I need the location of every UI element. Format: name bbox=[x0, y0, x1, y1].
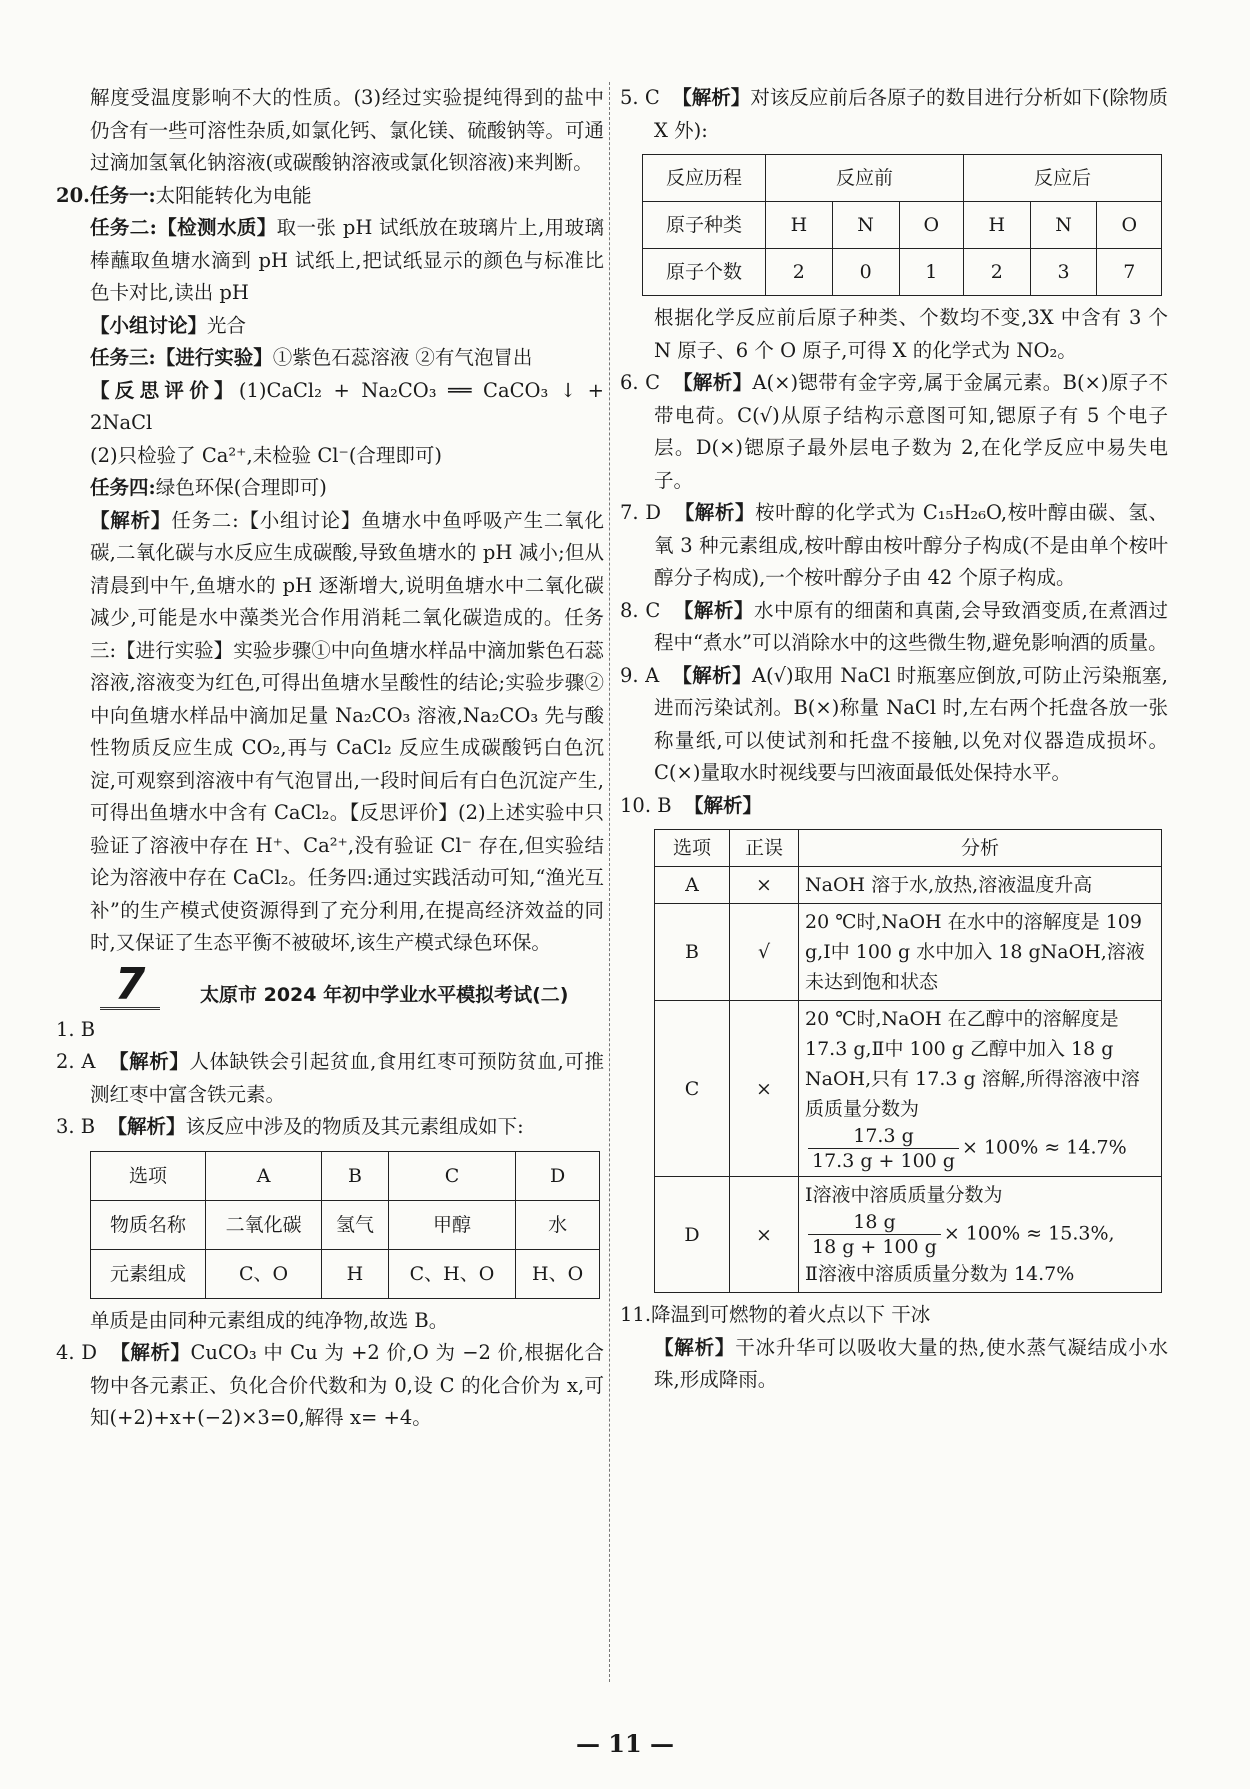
left-column bbox=[56, 82, 604, 1435]
q7-block bbox=[620, 497, 1168, 595]
q3-analysis-label: 【解析】 bbox=[107, 1115, 186, 1138]
fraction-numerator: 17.3 g bbox=[808, 1124, 959, 1149]
table-cell: × bbox=[730, 1177, 799, 1293]
q11-block bbox=[620, 1299, 1168, 1332]
table-row bbox=[91, 1151, 600, 1200]
q11-answer: 降温到可燃物的着火点以下 干冰 bbox=[651, 1303, 931, 1326]
table-cell: 0 bbox=[832, 249, 899, 296]
q3-head: 3. B bbox=[56, 1115, 96, 1138]
q8-analysis-label: 【解析】 bbox=[673, 598, 754, 622]
page-number: — 11 — bbox=[575, 1729, 675, 1758]
table-cell: 20 ℃时,NaOH 在水中的溶解度是 109 g,Ⅰ中 100 g 水中加入 18 gNaOH,溶液未达到饱和状态 bbox=[799, 904, 1162, 1001]
table-cell: C bbox=[388, 1151, 515, 1200]
table-cell: 物质名称 bbox=[91, 1200, 206, 1249]
q4-analysis-text: CuCO₃ 中 Cu 为 +2 价,O 为 −2 价,根据化合物中各元素正、负化合价代数和为 0,设 C 的化合价为 x,可知(+2)+x+(−2)×3=0,解得 x= +4。 bbox=[90, 1341, 604, 1429]
fraction-denominator: 17.3 g + 100 g bbox=[812, 1150, 955, 1172]
table-cell: 分析 bbox=[799, 830, 1162, 867]
right-column bbox=[620, 82, 1168, 1397]
table-cell: 选项 bbox=[91, 1151, 206, 1200]
table-cell: 二氧化碳 bbox=[206, 1200, 322, 1249]
q9-analysis-text: A(√)取用 NaCl 时瓶塞应倒放,可防止污染瓶塞,进而污染试剂。B(×)称量 NaCl 时,左右两个托盘各放一张称量纸,可以使试剂和托盘不接触,以免对仪器造成损坏。C(×)量取水时视线要与凹液面最低处保持水平。 bbox=[654, 663, 1168, 784]
q6-analysis-label: 【解析】 bbox=[673, 371, 753, 394]
table-cell: H bbox=[322, 1249, 389, 1298]
table-row bbox=[655, 1177, 1162, 1293]
q9-block bbox=[620, 660, 1168, 790]
q20-reflection-2: (2)只检验了 Ca²⁺,未检验 Cl⁻(合理即可) bbox=[90, 443, 443, 467]
table-cell: C、H、O bbox=[388, 1249, 515, 1298]
q2-analysis-label: 【解析】 bbox=[109, 1050, 190, 1073]
q20-task3-text: ①紫色石蕊溶液 ②有气泡冒出 bbox=[272, 346, 533, 369]
fraction bbox=[808, 1124, 959, 1173]
table-cell: 反应历程 bbox=[643, 155, 766, 202]
section-number: 7 bbox=[100, 963, 160, 1010]
q8-analysis-text: 水中原有的细菌和真菌,会导致酒变质,在煮酒过程中“煮水”可以消除水中的这些微生物,避免影响酒的质量。 bbox=[654, 598, 1168, 654]
table-cell: C、O bbox=[206, 1249, 322, 1298]
table-cell: H、O bbox=[516, 1249, 600, 1298]
table-cell: NaOH 溶于水,放热,溶液温度升高 bbox=[799, 867, 1162, 904]
section-7-header bbox=[56, 958, 604, 1010]
q11-analysis-text: 干冰升华可以吸收大量的热,使水蒸气凝结成小水珠,形成降雨。 bbox=[654, 1335, 1168, 1391]
table-cell: O bbox=[1097, 202, 1162, 249]
q20-discussion-label: 【小组讨论】 bbox=[90, 313, 208, 337]
analysis-text: Ⅰ溶液中溶质质量分数为 bbox=[805, 1184, 1003, 1206]
table-cell: 反应后 bbox=[963, 155, 1161, 202]
q20-task2-label: 任务二:【检测水质】 bbox=[90, 216, 277, 239]
table-row bbox=[91, 1249, 600, 1298]
q20-task4-label: 任务四: bbox=[90, 476, 156, 499]
q8-block bbox=[620, 595, 1168, 660]
q1-answer: 1. B bbox=[56, 1017, 96, 1041]
fraction-tail: × 100% ≈ 15.3%, bbox=[943, 1222, 1115, 1245]
q10-analysis-label: 【解析】 bbox=[683, 793, 762, 817]
fraction-tail: × 100% ≈ 14.7% bbox=[961, 1136, 1127, 1159]
q2-analysis-text: 人体缺铁会引起贫血,食用红枣可预防贫血,可推测红枣中富含铁元素。 bbox=[90, 1050, 604, 1106]
table-cell: 3 bbox=[1030, 249, 1097, 296]
table-cell: N bbox=[832, 202, 899, 249]
table-row bbox=[643, 249, 1162, 296]
table-cell: B bbox=[322, 1151, 389, 1200]
q3-block bbox=[56, 1111, 604, 1144]
q20-reflection-equation: (1)CaCl₂ + Na₂CO₃ ══ CaCO₃ ↓ + 2NaCl bbox=[90, 378, 604, 434]
q2-head: 2. A bbox=[56, 1050, 96, 1073]
analysis-text-2: Ⅱ溶液中溶质质量分数为 14.7% bbox=[805, 1263, 1075, 1285]
q6-analysis-text: A(×)锶带有金字旁,属于金属元素。B(×)原子不带电荷。C(√)从原子结构示意图可知,锶原子有 5 个电子层。D(×)锶原子最外层电子数为 2,在化学反应中易失电子。 bbox=[654, 371, 1168, 492]
table-cell: 2 bbox=[963, 249, 1030, 296]
q5-analysis-text: 对该反应前后各原子的数目进行分析如下(除物质 X 外): bbox=[654, 86, 1168, 142]
q10-head-line bbox=[620, 790, 1168, 823]
q20-task4-text: 绿色环保(合理即可) bbox=[155, 476, 327, 499]
table-cell: 1 bbox=[899, 249, 963, 296]
q20-analysis-label: 【解析】 bbox=[90, 508, 172, 532]
q20-number: 20. bbox=[56, 183, 90, 207]
q5-table bbox=[642, 154, 1162, 296]
q7-analysis-label: 【解析】 bbox=[674, 501, 756, 524]
table-cell bbox=[799, 1001, 1162, 1177]
analysis-text: 20 ℃时,NaOH 在乙醇中的溶解度是 17.3 g,Ⅱ中 100 g 乙醇中加入 18 g NaOH,只有 17.3 g 溶解,所得溶液中溶质质量分数为 bbox=[805, 1008, 1140, 1120]
q5-after: 根据化学反应前后原子种类、个数均不变,3X 中含有 3 个 N 原子、6 个 O 原子,可得 X 的化学式为 NO₂。 bbox=[654, 306, 1168, 362]
table-cell: 7 bbox=[1097, 249, 1162, 296]
table-cell: N bbox=[1030, 202, 1097, 249]
table-cell: 甲醇 bbox=[388, 1200, 515, 1249]
q3-after: 单质是由同种元素组成的纯净物,故选 B。 bbox=[90, 1308, 449, 1332]
q5-analysis-label: 【解析】 bbox=[672, 86, 751, 109]
table-cell: 原子种类 bbox=[643, 202, 766, 249]
table-row bbox=[655, 1001, 1162, 1177]
table-cell: 水 bbox=[516, 1200, 600, 1249]
table-row bbox=[655, 830, 1162, 867]
q6-head: 6. C bbox=[620, 371, 661, 394]
q3-table bbox=[90, 1151, 600, 1299]
table-cell: D bbox=[516, 1151, 600, 1200]
q7-head: 7. D bbox=[620, 501, 662, 524]
q9-analysis-label: 【解析】 bbox=[672, 663, 752, 687]
table-cell: O bbox=[899, 202, 963, 249]
q6-block bbox=[620, 367, 1168, 497]
table-cell: √ bbox=[730, 904, 799, 1001]
section-title: 太原市 2024 年初中学业水平模拟考试(二) bbox=[200, 983, 569, 1006]
table-cell: B bbox=[655, 904, 730, 1001]
table-cell: 选项 bbox=[655, 830, 730, 867]
q19-continuation: 解度受温度影响不大的性质。(3)经过实验提纯得到的盐中仍含有一些可溶性杂质,如氯化钙、氯化镁、硫酸钠等。可通过滴加氢氧化钠溶液(或碳酸钠溶液或氯化钡溶液)来判断。 bbox=[90, 86, 604, 174]
table-cell: 元素组成 bbox=[91, 1249, 206, 1298]
column-divider bbox=[609, 82, 610, 1682]
table-cell: H bbox=[963, 202, 1030, 249]
q2-block bbox=[56, 1046, 604, 1111]
q5-head: 5. C bbox=[620, 86, 660, 109]
table-cell: C bbox=[655, 1001, 730, 1177]
q4-head: 4. D bbox=[56, 1341, 97, 1364]
q20-task1-text: 太阳能转化为电能 bbox=[155, 183, 312, 207]
q20-block bbox=[56, 180, 604, 960]
q20-analysis-text: 任务二:【小组讨论】鱼塘水中鱼呼吸产生二氧化碳,二氧化碳与水反应生成碳酸,导致鱼塘水的 pH 减小;但从清晨到中午,鱼塘水的 pH 逐渐增大,说明鱼塘水中二氧化碳减少,可能是水中藻类光合作用消耗二氧化碳造成的。任务三:【进行实验】实验步骤①中向鱼塘水样品中滴加紫色石蕊溶液,溶液变为红色,可得出鱼塘水呈酸性的结论;实验步骤②中向鱼塘水样品中滴加足量 Na₂CO₃ 溶液,Na₂CO₃ 先与酸性物质反应生成 CO₂,再与 CaCl₂ 反应生成碳酸钙白色沉淀,可观察到溶液中有气泡冒出,一段时间后有白色沉淀产生,可得出鱼塘水中含有 CaCl₂。【反思评价】(2)上述实验中只验证了溶液中存在 H⁺、Ca²⁺,没有验证 Cl⁻ 存在,但实验结论为溶液中存在 CaCl₂。任务四:通过实践活动可知,“渔光互补”的生产模式使资源得到了充分利用,在提高经济效益的同时,又保证了生态平衡不被破坏,该生产模式绿色环保。 bbox=[90, 508, 604, 954]
q20-discussion-text: 光合 bbox=[207, 313, 247, 337]
table-cell bbox=[799, 1177, 1162, 1293]
table-cell: 2 bbox=[766, 249, 833, 296]
table-cell: D bbox=[655, 1177, 730, 1293]
q7-analysis-text: 桉叶醇的化学式为 C₁₅H₂₆O,桉叶醇由碳、氢、氧 3 种元素组成,桉叶醇由桉叶醇分子构成(不是由单个桉叶醇分子构成),一个桉叶醇分子由 42 个原子构成。 bbox=[654, 501, 1168, 589]
q20-task3-label: 任务三:【进行实验】 bbox=[90, 346, 273, 369]
table-cell: 氢气 bbox=[322, 1200, 389, 1249]
q20-task1-label: 任务一: bbox=[89, 183, 156, 207]
table-row bbox=[643, 202, 1162, 249]
table-cell: 反应前 bbox=[766, 155, 964, 202]
table-cell: H bbox=[766, 202, 833, 249]
table-row bbox=[655, 867, 1162, 904]
table-row bbox=[91, 1200, 600, 1249]
table-cell: × bbox=[730, 1001, 799, 1177]
table-cell: 原子个数 bbox=[643, 249, 766, 296]
q10-head: 10. B bbox=[620, 793, 672, 817]
q4-block bbox=[56, 1337, 604, 1435]
q4-analysis-label: 【解析】 bbox=[110, 1341, 191, 1364]
q20-reflection-label: 【反思评价】 bbox=[90, 378, 239, 402]
table-cell: A bbox=[206, 1151, 322, 1200]
q9-head: 9. A bbox=[620, 663, 660, 687]
table-row bbox=[655, 904, 1162, 1001]
fraction-numerator: 18 g bbox=[808, 1210, 941, 1235]
q8-head: 8. C bbox=[620, 598, 661, 622]
fraction-denominator: 18 g + 100 g bbox=[812, 1236, 937, 1258]
q3-analysis-text: 该反应中涉及的物质及其元素组成如下: bbox=[185, 1115, 524, 1138]
table-cell: A bbox=[655, 867, 730, 904]
q20-task2-text: 取一张 pH 试纸放在玻璃片上,用玻璃棒蘸取鱼塘水滴到 pH 试纸上,把试纸显示的颜色与标准比色卡对比,读出 pH bbox=[90, 216, 604, 304]
table-cell: × bbox=[730, 867, 799, 904]
table-row bbox=[643, 155, 1162, 202]
q11-analysis-label: 【解析】 bbox=[654, 1335, 736, 1359]
fraction bbox=[808, 1210, 941, 1259]
table-cell: 正误 bbox=[730, 830, 799, 867]
q5-block bbox=[620, 82, 1168, 147]
q10-table bbox=[654, 829, 1162, 1293]
q11-head: 11. bbox=[620, 1303, 652, 1326]
